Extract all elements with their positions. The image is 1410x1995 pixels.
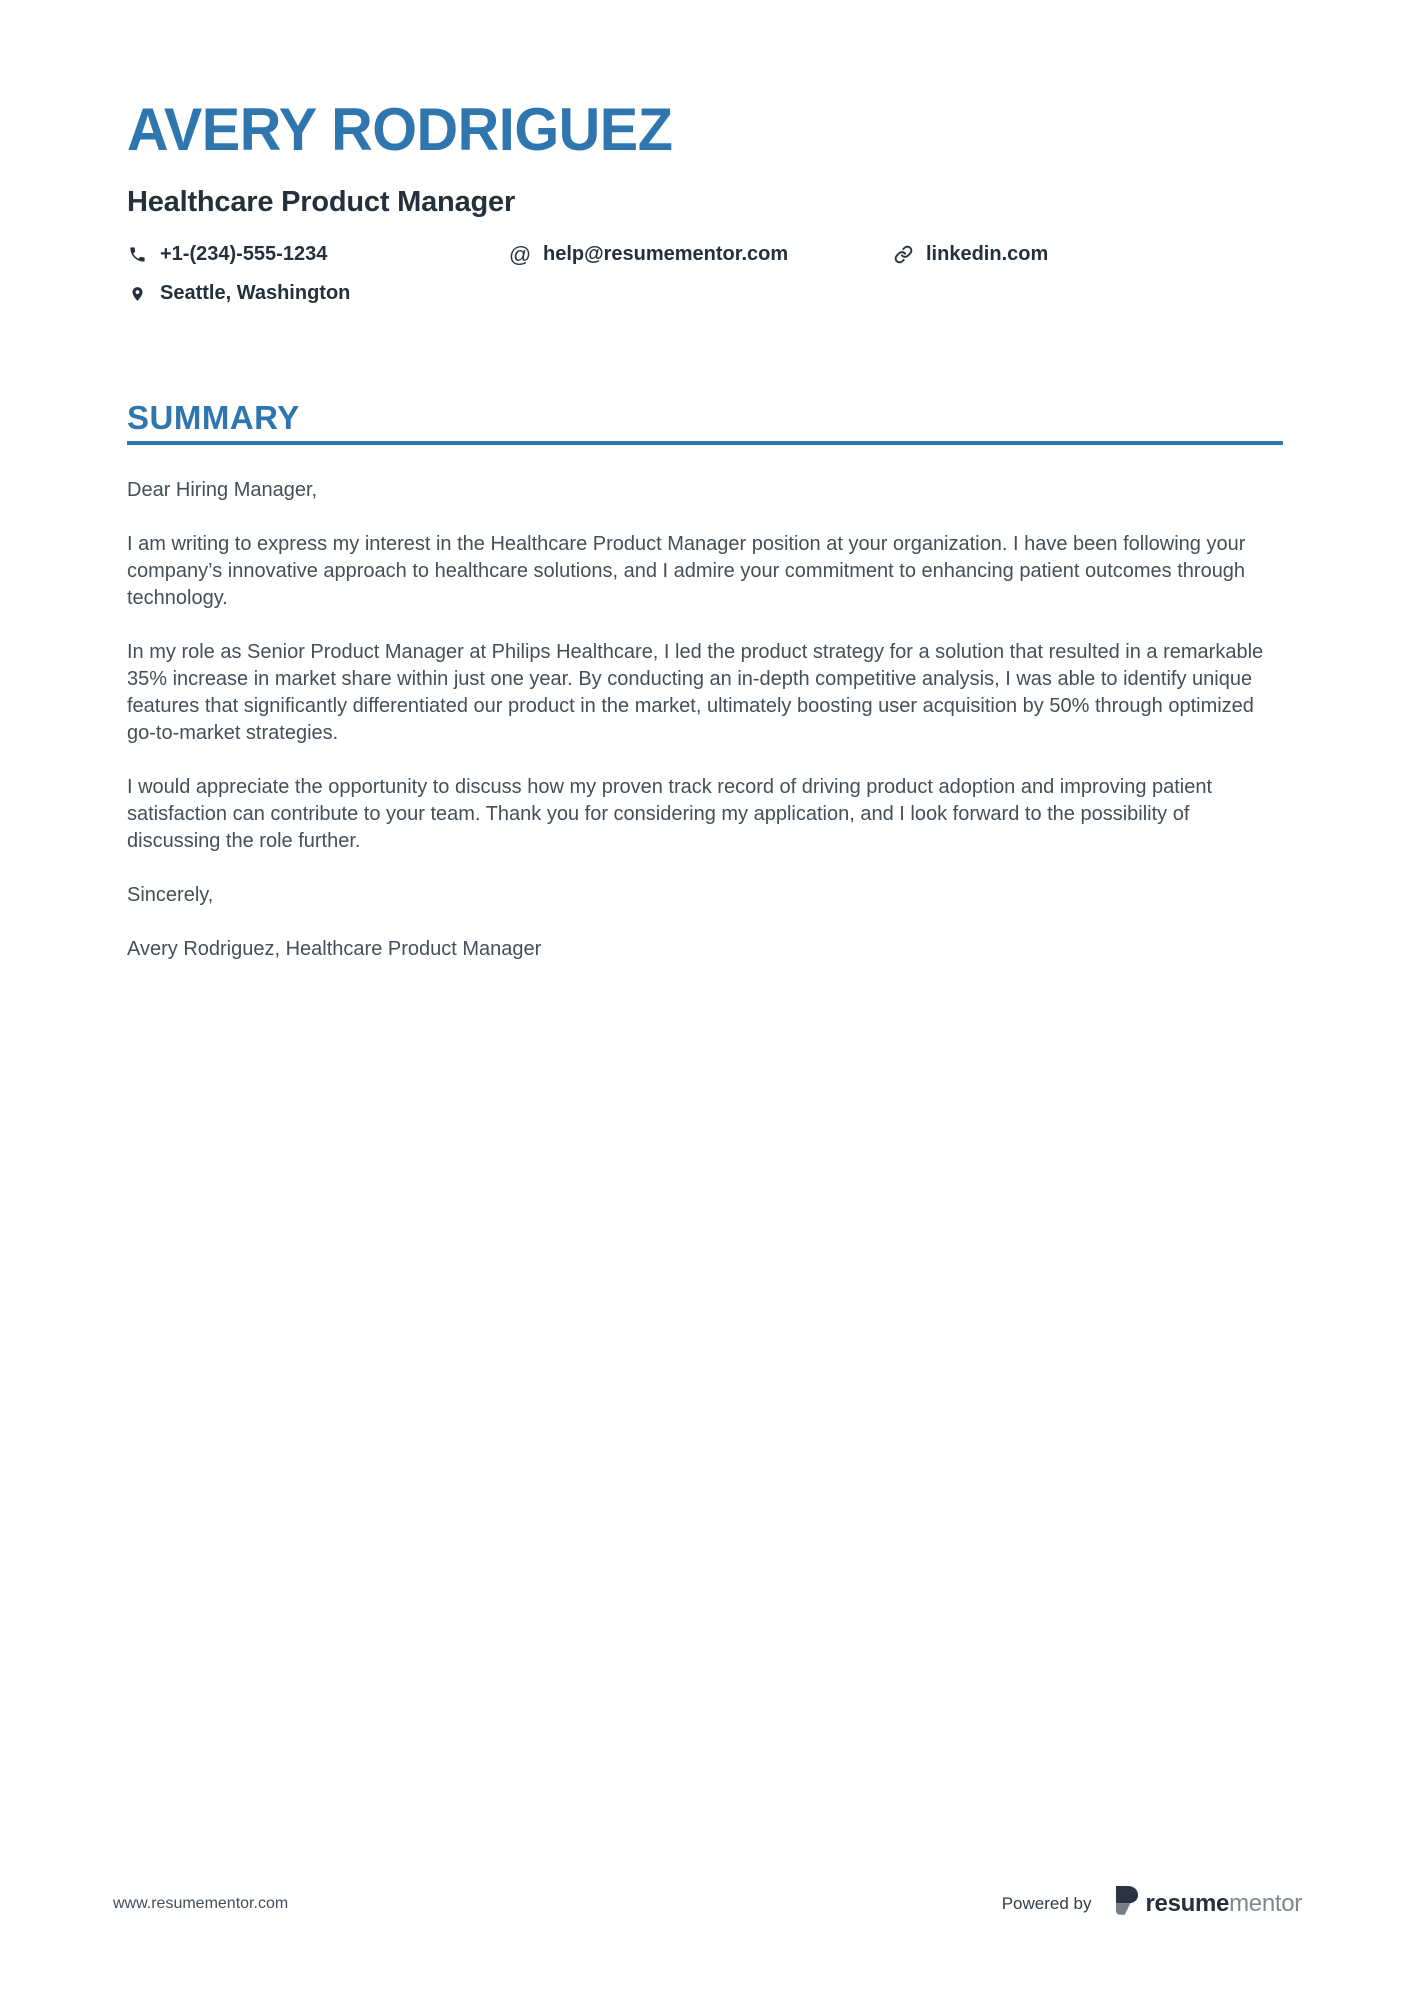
resumementor-logo[interactable] xyxy=(1114,1886,1303,1921)
phone-number: +1-(234)-555-1234 xyxy=(160,243,328,265)
brand-text-mentor: mentor xyxy=(1229,1889,1302,1917)
page-content xyxy=(0,0,1410,963)
summary-heading: SUMMARY xyxy=(127,399,300,436)
header xyxy=(127,96,1283,305)
footer-branding xyxy=(1002,1886,1302,1921)
paragraph-closing: I would appreciate the opportunity to discuss how my proven track record of driving product adoption and improving patient satisfaction can contribute to your team. Thank you for considering my application, and I look forward to the possibility of discussing the role further. xyxy=(127,776,1213,852)
location-text: Seattle, Washington xyxy=(160,282,351,304)
footer xyxy=(0,1886,1410,1921)
phone-icon xyxy=(127,245,147,264)
paragraph-experience: In my role as Senior Product Manager at Philips Healthcare, I led the product strategy for a solution that resulted in a remarkable 35% increase in market share within just one year. By conducting an in-depth competitive analysis, I was able to identify unique features that significantly differentiated our product in the market, ultimately boosting user acquisition by 50% through optimized go-to-market strategies. xyxy=(127,641,1264,744)
link-contact[interactable] xyxy=(893,243,1048,266)
link-url[interactable]: linkedin.com xyxy=(926,243,1049,265)
contact-row-1 xyxy=(127,243,1283,266)
resumementor-logo-icon xyxy=(1114,1886,1139,1921)
contact-row-2 xyxy=(127,282,1283,305)
salutation: Dear Hiring Manager, xyxy=(127,479,318,501)
summary-section xyxy=(127,401,1283,963)
candidate-name: AVERY RODRIGUEZ xyxy=(127,96,673,163)
email-contact[interactable] xyxy=(510,243,893,266)
at-sign-icon: @ xyxy=(508,241,532,267)
paragraph-intro: I am writing to express my interest in the Healthcare Product Manager position at your organization. I have been following your company’s innovative approach to healthcare solutions, and I admire your commitment to enhancing patient outcomes through technology. xyxy=(127,533,1246,609)
powered-by-label: Powered by xyxy=(1001,1893,1092,1913)
candidate-job-title: Healthcare Product Manager xyxy=(127,186,516,218)
letter-body xyxy=(127,477,1283,963)
phone-contact xyxy=(127,243,510,266)
location-contact xyxy=(127,282,350,305)
sign-off: Sincerely, xyxy=(127,884,214,906)
brand-text-resume: resume xyxy=(1145,1889,1230,1917)
contact-info xyxy=(127,243,1283,305)
resumementor-logo-text xyxy=(1145,1889,1303,1917)
link-icon xyxy=(893,245,913,264)
location-pin-icon xyxy=(127,284,147,304)
signature: Avery Rodriguez, Healthcare Product Manager xyxy=(127,938,542,960)
email-address[interactable]: help@resumementor.com xyxy=(543,243,789,265)
section-heading-underline xyxy=(127,401,1283,445)
footer-site-url[interactable]: www.resumementor.com xyxy=(113,1894,289,1912)
